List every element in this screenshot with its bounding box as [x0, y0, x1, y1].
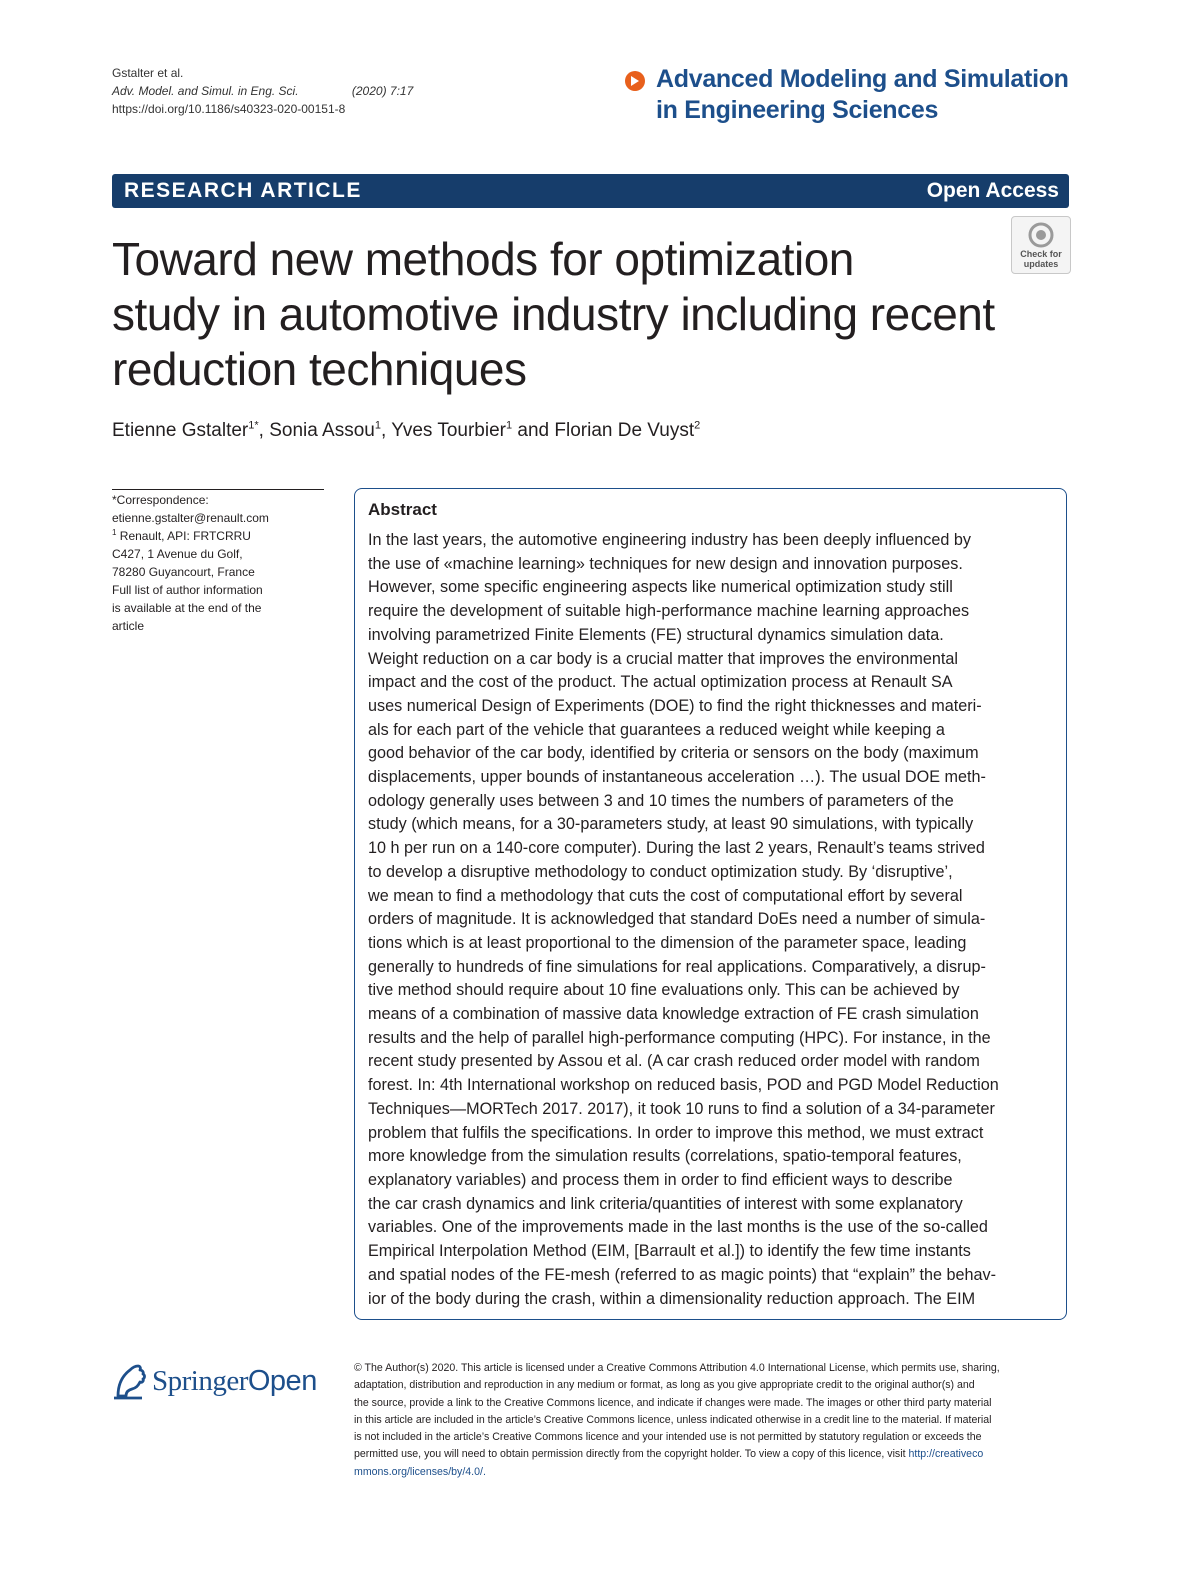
- author-affil-sup: 1*: [248, 419, 259, 432]
- author-name[interactable]: Yves Tourbier: [391, 420, 506, 441]
- citation-header: [112, 64, 413, 118]
- abstract-line: tions which is at least proportional to the dimension of the parameter space, leading: [368, 933, 967, 952]
- abstract-line: study (which means, for a 30-parameters study, at least 90 simulations, with typically: [368, 815, 974, 834]
- abstract-line: als for each part of the vehicle that guarantees a reduced weight while keeping a: [368, 720, 945, 739]
- abstract-line: involving parametrized Finite Elements (FE) structural dynamics simulation data.: [368, 625, 944, 644]
- abstract-line: results and the help of parallel high-performance computing (HPC). For instance, in the: [368, 1028, 991, 1047]
- abstract-line: require the development of suitable high-performance machine learning approaches: [368, 602, 970, 621]
- abstract-heading: Abstract: [368, 500, 437, 519]
- abstract-line: forest. In: 4th International workshop on reduced basis, POD and PGD Model Reduction: [368, 1076, 999, 1095]
- abstract-line: Weight reduction on a car body is a crucial matter that improves the environmental: [368, 649, 958, 668]
- abstract-line: generally to hundreds of fine simulations for real applications. Comparatively, a disrup-: [368, 957, 986, 976]
- author-affil-sup: 2: [694, 419, 701, 432]
- title-line1: Toward new methods for optimization: [112, 233, 854, 285]
- citation-journal: Adv. Model. and Simul. in Eng. Sci.: [112, 84, 299, 98]
- abstract-line: However, some specific engineering aspects like numerical optimization study still: [368, 578, 953, 597]
- author-affil-sup: 1: [374, 419, 381, 432]
- springer-word: Springer: [152, 1365, 248, 1397]
- check-for-updates-icon: [1028, 222, 1054, 248]
- abstract-line: Empirical Interpolation Method (EIM, [Barrault et al.]) to identify the few time instants: [368, 1242, 971, 1261]
- abstract-line: to develop a disruptive methodology to conduct optimization study. By ‘disruptive’,: [368, 862, 953, 881]
- abstract-line: orders of magnitude. It is acknowledged that standard DoEs need a number of simula-: [368, 910, 986, 929]
- abstract-line: odology generally uses between 3 and 10 times the numbers of parameters of the: [368, 791, 954, 810]
- abstract-line: In the last years, the automotive engineering industry has been deeply influenced by: [368, 531, 971, 549]
- author-info-note-line2: is available at the end of the: [112, 601, 262, 615]
- license-line-with-link: [354, 1446, 1070, 1463]
- affiliation-text: Renault, API: FRTCRRU: [119, 529, 251, 543]
- abstract-line: ior of the body during the crash, within a dimensionality reduction approach. The EIM: [368, 1289, 976, 1308]
- abstract-line: displacements, upper bounds of instantaneous acceleration …). The usual DOE meth-: [368, 768, 986, 787]
- affiliation-line1: [112, 527, 312, 545]
- abstract-line: means of a combination of massive data knowledge extraction of FE crash simulation: [368, 1005, 979, 1024]
- author-info-note-line1: Full list of author information: [112, 583, 263, 597]
- article-title: [112, 232, 1012, 397]
- license-line-text: permitted use, you will need to obtain permission directly from the copyright holder. To view a copy of this licence, visit: [354, 1448, 906, 1461]
- abstract-line: the use of «machine learning» techniques for new design and innovation purposes.: [368, 554, 963, 573]
- license-line: in this article are included in the article’s Creative Commons licence, unless indicated otherwise in a credit line to the material. If material: [354, 1413, 992, 1426]
- affiliation-line3: 78280 Guyancourt, France: [112, 565, 255, 579]
- abstract-line: we mean to find a methodology that cuts the cost of computational effort by several: [368, 886, 963, 905]
- springer-horse-icon: [112, 1362, 148, 1400]
- abstract-line: problem that fulfils the specifications. In order to improve this method, we must extract: [368, 1123, 984, 1142]
- open-word: Open: [247, 1365, 317, 1397]
- license-text: [354, 1360, 1070, 1481]
- author-separator: ,: [380, 420, 392, 441]
- check-for-updates-line1: Check for: [1020, 249, 1062, 259]
- abstract-line: tive method should require about 10 fine evaluations only. This can be achieved by: [368, 981, 960, 1000]
- license-line: the source, provide a link to the Creative Commons licence, and indicate if changes were made. The images or other third party material: [354, 1396, 992, 1409]
- abstract-line: good behavior of the car body, identified by criteria or sensors on the body (maximum: [368, 744, 979, 763]
- author-separator: and: [512, 420, 555, 441]
- author-name[interactable]: Florian De Vuyst: [554, 420, 695, 441]
- license-link[interactable]: http://creativeco: [908, 1448, 984, 1461]
- journal-logo-icon: [624, 70, 646, 92]
- abstract-line: explanatory variables) and process them in order to find efficient ways to describe: [368, 1170, 953, 1189]
- abstract-line: variables. One of the improvements made in the last months is the use of the so-called: [368, 1218, 988, 1237]
- author-list: [112, 418, 1012, 444]
- license-line: is not included in the article’s Creative Commons licence and your intended use is not permitted by statutory regulation or exceeds the: [354, 1431, 982, 1444]
- journal-name-line1: Advanced Modeling and Simulation: [656, 65, 1069, 93]
- side-divider: [112, 489, 324, 490]
- citation-year-article: (2020) 7:17: [351, 84, 414, 98]
- journal-name-line2: in Engineering Sciences: [656, 96, 939, 124]
- title-line3: reduction techniques: [112, 343, 527, 395]
- journal-name: [656, 64, 1096, 126]
- citation-journal-line: [112, 82, 413, 100]
- abstract-line: 10 h per run on a 140-core computer). During the last 2 years, Renault’s teams strived: [368, 839, 985, 858]
- author-name[interactable]: Sonia Assou: [269, 420, 375, 441]
- article-type-banner: [112, 174, 1069, 208]
- correspondence-notes: [112, 491, 312, 635]
- author-info-note-line3: article: [112, 619, 145, 633]
- citation-author: Gstalter et al.: [112, 66, 184, 80]
- abstract-line: more knowledge from the simulation results (correlations, spatio-temporal features,: [368, 1147, 962, 1166]
- author-name[interactable]: Etienne Gstalter: [112, 420, 249, 441]
- affiliation-line2: C427, 1 Avenue du Golf,: [112, 547, 243, 561]
- affiliation-sup: 1: [112, 528, 117, 537]
- open-access-label: Open Access: [926, 179, 1059, 202]
- abstract-box: [354, 488, 1067, 1320]
- license-line: adaptation, distribution and reproduction in any medium or format, as long as you give appropriate credit to the original author(s) and: [354, 1379, 975, 1392]
- check-for-updates-button[interactable]: [1011, 216, 1071, 274]
- abstract-line: the car crash dynamics and link criteria/quantities of interest with some explanatory: [368, 1194, 963, 1213]
- check-for-updates-line2: updates: [1023, 259, 1059, 269]
- license-line: © The Author(s) 2020. This article is licensed under a Creative Commons Attribution 4.0 International License, which permits use, sharing,: [354, 1362, 1000, 1374]
- license-link-cont[interactable]: mmons.org/licenses/by/4.0/.: [354, 1465, 486, 1478]
- abstract-line: recent study presented by Assou et al. (A car crash reduced order model with random: [368, 1052, 980, 1071]
- abstract-line: Techniques—MORTech 2017. 2017), it took 10 runs to find a solution of a 34-parameter: [368, 1099, 995, 1118]
- abstract-line: uses numerical Design of Experiments (DOE) to find the right thicknesses and materi-: [368, 696, 982, 715]
- check-for-updates-label: [1012, 249, 1070, 269]
- license-link-continuation: [354, 1464, 1070, 1481]
- author-separator: ,: [258, 420, 270, 441]
- springer-open-wordmark: [152, 1364, 317, 1398]
- correspondence-label: *Correspondence:: [112, 493, 209, 507]
- correspondence-email-link[interactable]: etienne.gstalter@renault.com: [112, 511, 269, 525]
- abstract-line: impact and the cost of the product. The actual optimization process at Renault SA: [368, 673, 953, 692]
- abstract-line: and spatial nodes of the FE-mesh (referred to as magic points) that “explain” the behav-: [368, 1265, 997, 1284]
- author-affil-sup: 1: [505, 419, 513, 432]
- springer-open-logo[interactable]: [112, 1360, 342, 1406]
- title-line2: study in automotive industry including recent: [112, 288, 995, 340]
- article-type: RESEARCH ARTICLE: [124, 179, 362, 202]
- citation-doi-link[interactable]: https://doi.org/10.1186/s40323-020-00151-8: [112, 102, 346, 116]
- abstract-body: [368, 529, 1048, 1311]
